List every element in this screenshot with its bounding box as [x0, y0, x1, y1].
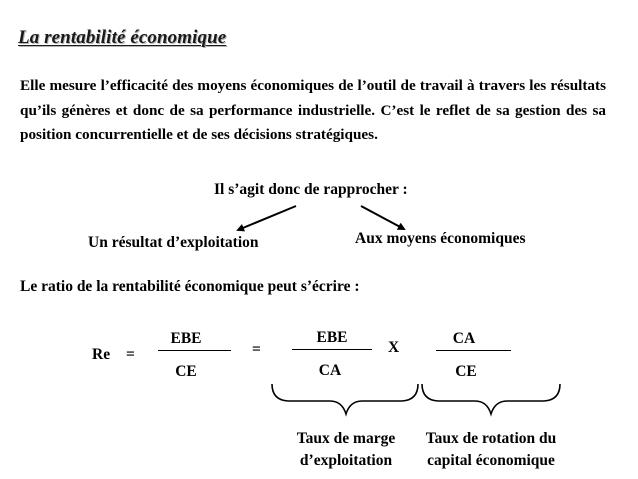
page-title: La rentabilité économique — [18, 27, 227, 48]
brace-rotation — [422, 384, 560, 414]
ratio-intro: Le ratio de la rentabilité économique peut s’écrire : — [20, 278, 360, 295]
label-taux-rotation-line1: Taux de rotation du — [425, 430, 557, 447]
formula-equals-1: = — [126, 346, 135, 363]
fraction3-numerator: CA — [452, 330, 476, 347]
right-item: Aux moyens économiques — [355, 230, 526, 247]
arrow-left — [238, 206, 296, 230]
label-taux-rotation — [408, 428, 574, 472]
fraction1-denominator: CE — [175, 363, 197, 380]
fraction3-denominator: CE — [455, 363, 477, 380]
intro-paragraph: Elle mesure l’efficacité des moyens économiques de l’outil de travail à travers les résultats qu’ils génères et donc de sa performance industrielle. C’est le reflet de sa gestion des sa position concurrentielle et de ses décisions stratégiques. — [20, 77, 606, 143]
brace-marge — [272, 384, 418, 414]
formula-lhs: Re — [92, 346, 111, 363]
label-taux-marge-line2: d’exploitation — [299, 452, 393, 469]
fraction2-bar — [292, 349, 372, 350]
fraction3-bar — [436, 350, 511, 351]
formula-times: X — [388, 339, 400, 356]
formula-equals-2: = — [252, 341, 261, 358]
label-taux-rotation-line2: capital économique — [427, 452, 555, 469]
arrow-right — [361, 206, 404, 229]
label-taux-marge — [280, 428, 412, 472]
rapprocher-text: Il s’agit donc de rapprocher : — [214, 181, 408, 198]
fraction1-bar — [158, 350, 231, 351]
label-taux-marge-line1: Taux de marge — [296, 430, 396, 447]
left-item: Un résultat d’exploitation — [88, 234, 259, 251]
fraction2-denominator: CA — [318, 362, 342, 379]
fraction2-numerator: EBE — [316, 329, 348, 346]
fraction1-numerator: EBE — [170, 330, 202, 347]
